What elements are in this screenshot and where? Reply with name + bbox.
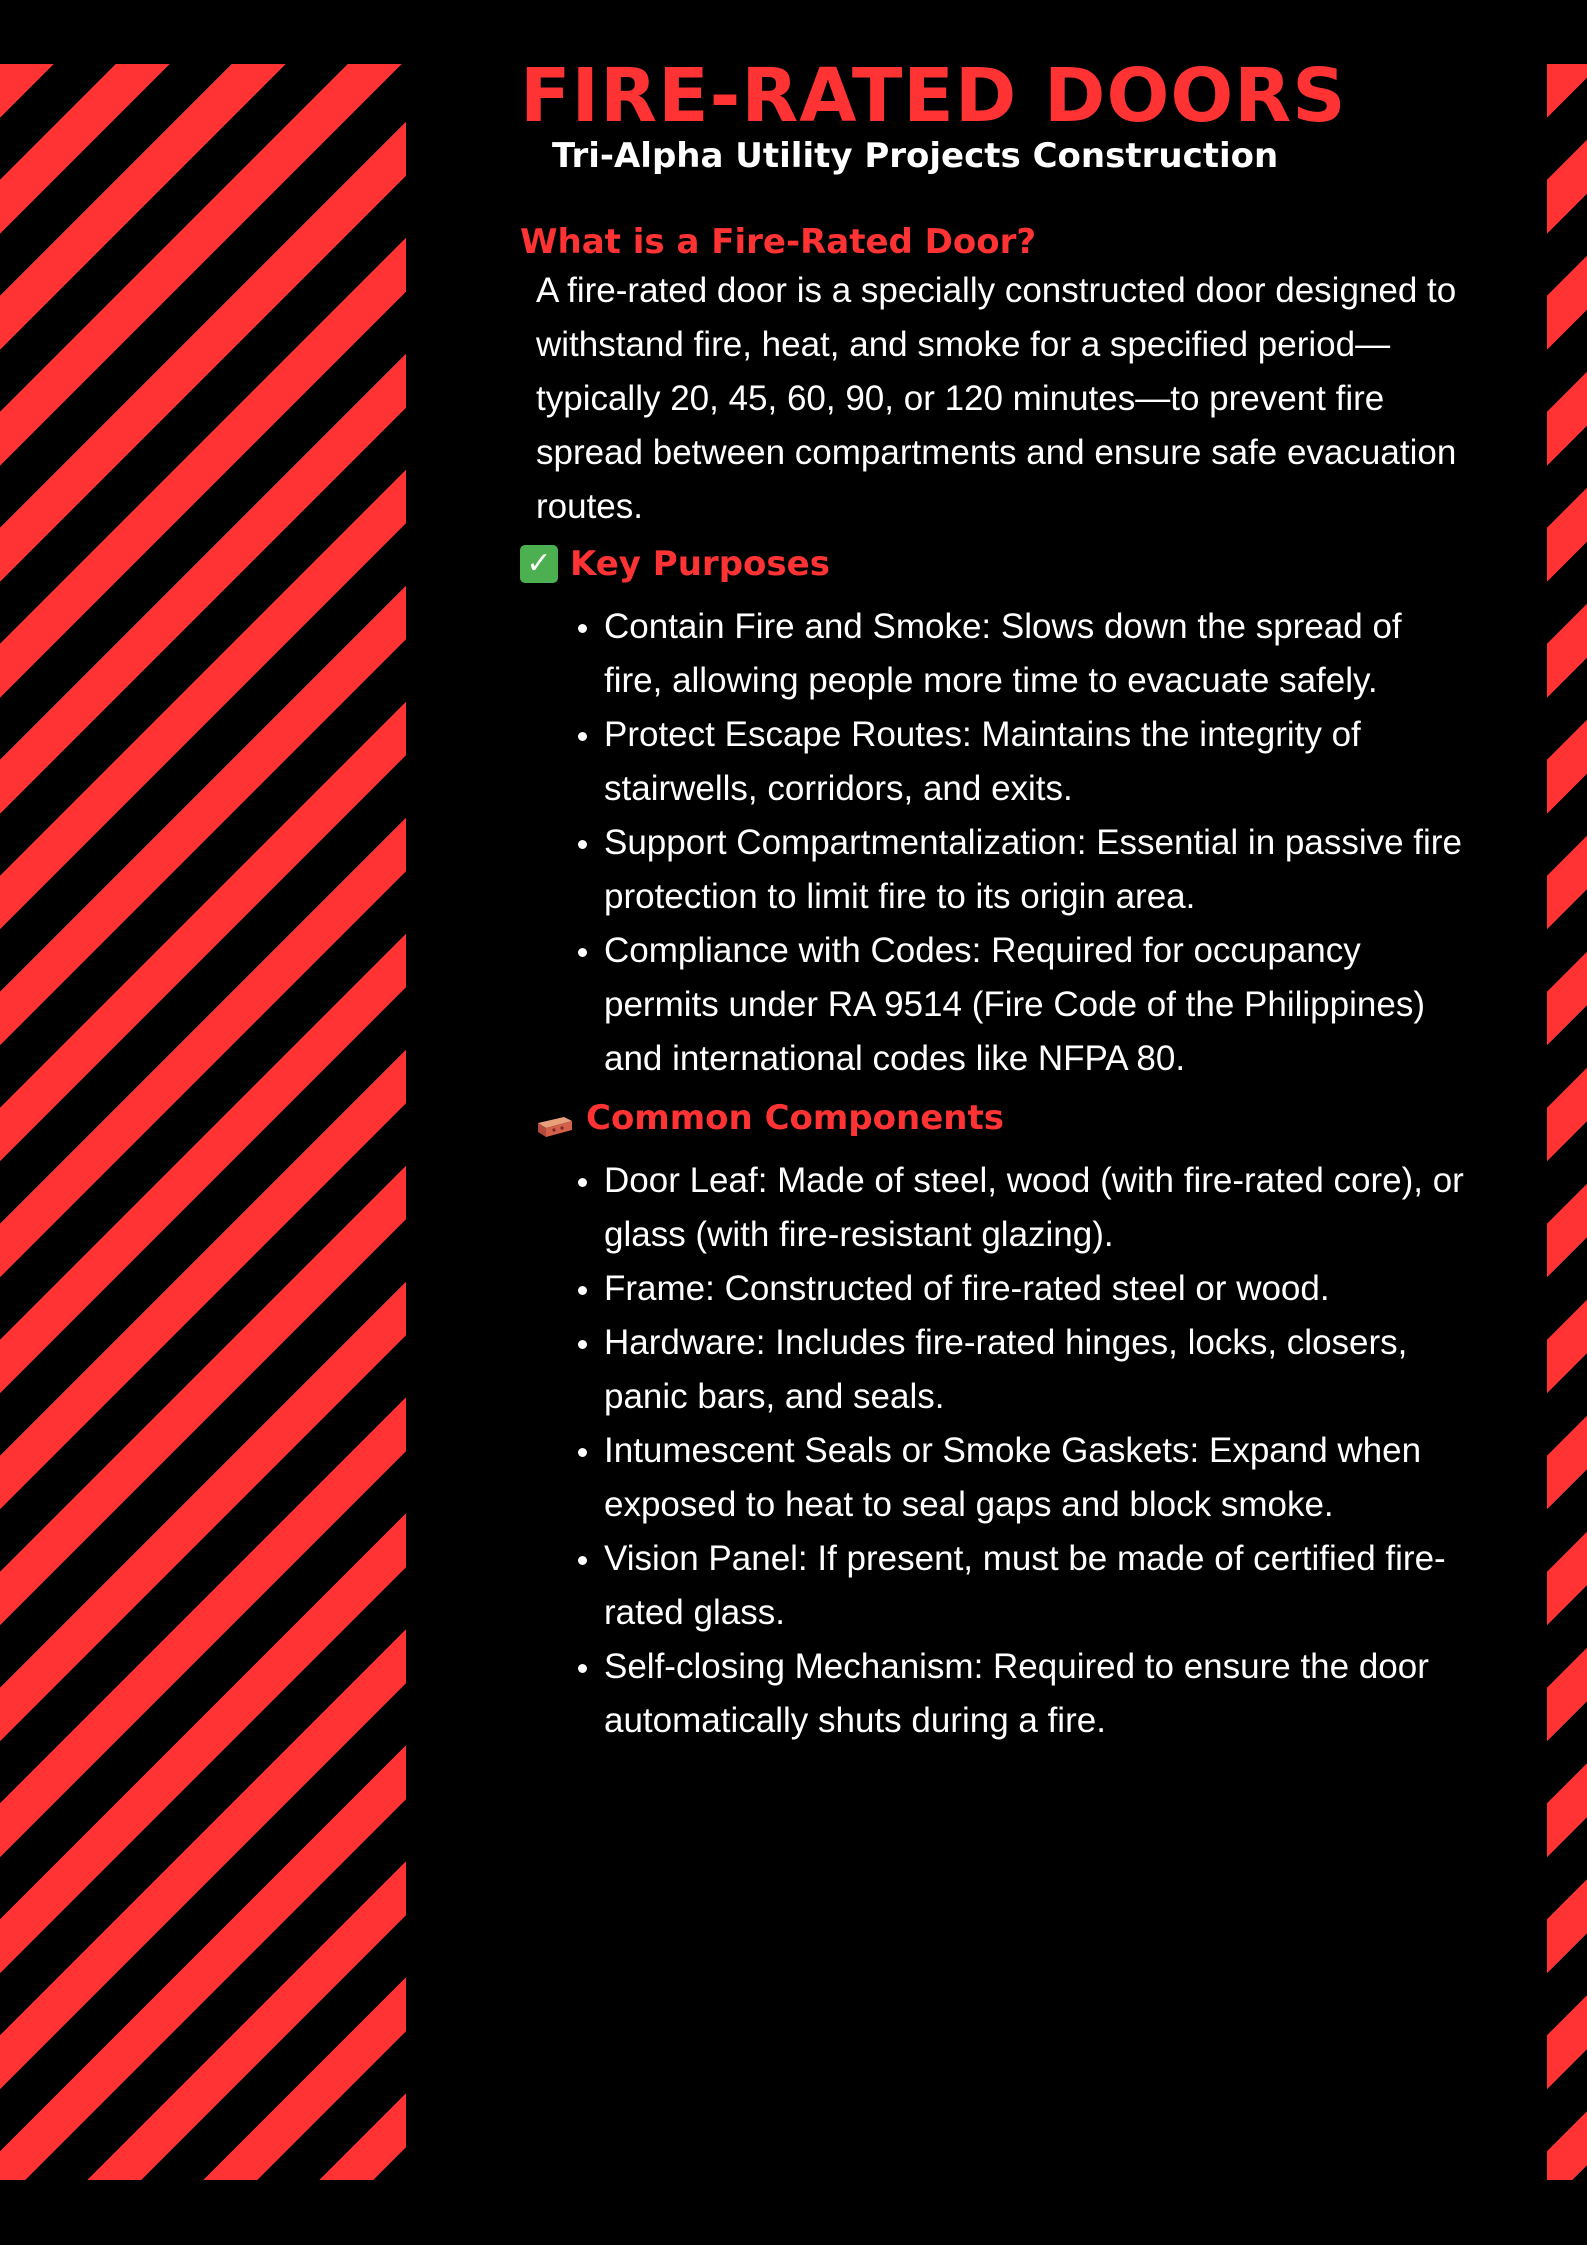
list-item: Intumescent Seals or Smoke Gaskets: Expand when exposed to heat to seal gaps and block smoke. <box>604 1424 1464 1532</box>
main-content <box>520 52 1480 1748</box>
right-hazard-stripes <box>1547 64 1587 2180</box>
common-components-heading <box>534 1096 1480 1140</box>
page-title: FIRE-RATED DOORS <box>520 53 1347 139</box>
left-hazard-stripes <box>0 64 406 2180</box>
list-item: Compliance with Codes: Required for occupancy permits under RA 9514 (Fire Code of the Philippines) and international codes like NFPA 80. <box>604 924 1464 1086</box>
brick-icon <box>534 1106 574 1130</box>
list-item: Support Compartmentalization: Essential in passive fire protection to limit fire to its origin area. <box>604 816 1464 924</box>
common-components-list <box>520 1154 1480 1748</box>
list-item: Contain Fire and Smoke: Slows down the spread of fire, allowing people more time to evacuate safely. <box>604 600 1464 708</box>
key-purposes-heading <box>520 542 1480 586</box>
key-purposes-label: Key Purposes <box>570 544 830 584</box>
what-is-paragraph: A fire-rated door is a specially constructed door designed to withstand fire, heat, and smoke for a specified period—typically 20, 45, 60, 90, or 120 minutes—to prevent fire spread between compartments and ensure safe evacuation routes. <box>536 271 1457 526</box>
list-item: Hardware: Includes fire-rated hinges, locks, closers, panic bars, and seals. <box>604 1316 1464 1424</box>
list-item: Protect Escape Routes: Maintains the integrity of stairwells, corridors, and exits. <box>604 708 1464 816</box>
list-item: Door Leaf: Made of steel, wood (with fire-rated core), or glass (with fire-resistant glazing). <box>604 1154 1464 1262</box>
key-purposes-list <box>520 600 1480 1086</box>
common-components-label: Common Components <box>586 1098 1004 1138</box>
list-item: Vision Panel: If present, must be made of certified fire-rated glass. <box>604 1532 1464 1640</box>
list-item: Self-closing Mechanism: Required to ensure the door automatically shuts during a fire. <box>604 1640 1464 1748</box>
what-is-heading: What is a Fire-Rated Door? <box>520 222 1037 262</box>
company-subtitle: Tri-Alpha Utility Projects Construction <box>552 136 1279 176</box>
list-item: Frame: Constructed of fire-rated steel or wood. <box>604 1262 1464 1316</box>
check-mark-icon: ✓ <box>520 545 558 583</box>
